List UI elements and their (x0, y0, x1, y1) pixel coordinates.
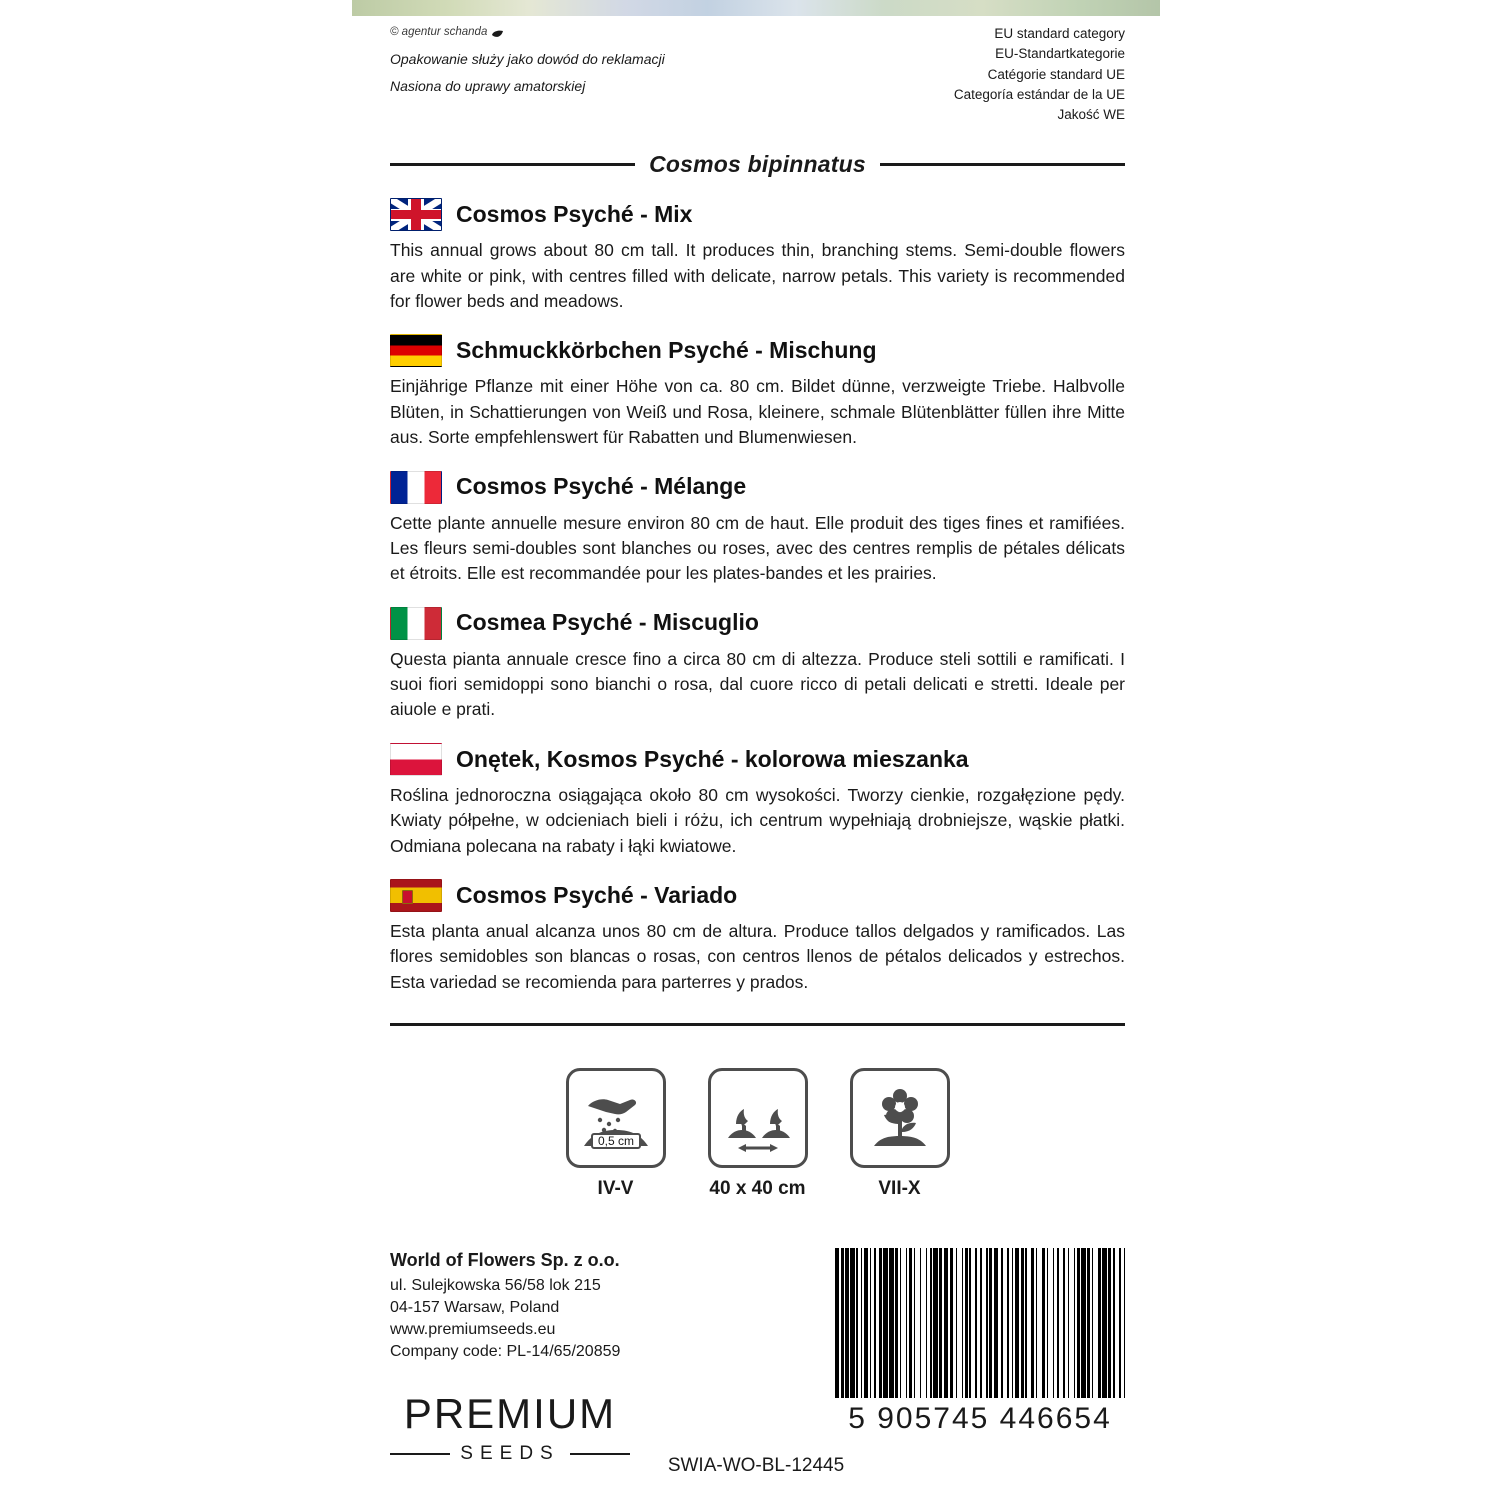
pictogram-spacing-label: 40 x 40 cm (709, 1178, 806, 1199)
footer (390, 1248, 1125, 1465)
poland-flag-icon (390, 743, 442, 776)
language-block-es (390, 879, 1125, 995)
species-rule-left (390, 163, 635, 166)
variety-title-fr: Cosmos Psyché - Mélange (456, 473, 747, 500)
variety-description-de: Einjährige Pflanze mit einer Höhe von ca. 80 cm. Bildet dünne, verzweigte Triebe. Halbvolle Blüten, in Schattierungen von Weiß und Rosa, kleinere, schmale Blütenblätter füllen ihre Mitte aus. Sorte empfehlenswert für Rabatten und Blumenwiesen. (390, 376, 1125, 448)
species-name: Cosmos bipinnatus (649, 151, 866, 178)
pictogram-row (390, 1068, 1125, 1200)
brand-name-premium: PREMIUM (403, 1390, 617, 1438)
svg-text:0,5 cm: 0,5 cm (597, 1134, 634, 1148)
eu-category-fr: Catégorie standard UE (987, 66, 1125, 82)
language-block-it (390, 607, 1125, 723)
sku-code: SWIA-WO-BL-12445 (667, 1455, 845, 1476)
eu-category-en: EU standard category (994, 26, 1125, 41)
pictogram-flowering (850, 1068, 950, 1200)
pictogram-sowing-depth (566, 1068, 666, 1200)
variety-description-es: Esta planta anual alcanza unos 80 cm de altura. Produce tallos delgados y ramificados. Las flores semidobles son blancas o rosas, con centros llenos de pétalos delicados y estrechos. Esta variedad se recomienda para parterres y prados. (390, 920, 1125, 992)
seed-packet-back (352, 0, 1160, 1512)
species-heading (390, 151, 1125, 178)
company-info (390, 1248, 630, 1363)
variety-description-fr: Cette plante annuelle mesure environ 80 cm de haut. Elle produit des tiges fines et ramifiées. Les fleurs semi-doubles sont blanches ou roses, avec des centres remplis de pétales délicats et étroits. Elle est recommandée pour les plates-bandes et les prairies. (390, 512, 1125, 584)
header-left-notes (390, 24, 665, 103)
variety-title-es: Cosmos Psyché - Variado (456, 881, 738, 908)
variety-description-en: This annual grows about 80 cm tall. It produces thin, branching stems. Semi-double flowers are white or pink, with centres filled with delicate, narrow petals. This variety is recommended for flower beds and meadows. (390, 240, 1125, 311)
company-address-line1: ul. Sulejkowska 56/58 lok 215 (390, 1276, 601, 1294)
leaf-icon (492, 28, 504, 37)
brand-name-seeds: SEEDS (460, 1443, 560, 1465)
eu-category-es: Categoría estándar de la UE (953, 86, 1125, 102)
variety-description-it: Questa pianta annuale cresce fino a circa 80 cm di altezza. Produce steli sottili e ramificati. I suoi fiori semidoppi sono bianchi o rosa, dal cuore ricco di petali delicati e stretti. Ideale per aiuole e prati. (390, 648, 1125, 720)
section-divider (390, 1023, 1125, 1026)
language-block-de (390, 334, 1125, 450)
note-amateur-cultivation: Nasiona do uprawy amatorskiej (390, 77, 586, 94)
flowering-icon (862, 1080, 938, 1156)
company-name: World of Flowers Sp. z o.o. (390, 1250, 620, 1270)
variety-title-pl: Onętek, Kosmos Psyché - kolorowa mieszanka (456, 745, 969, 772)
language-block-en (390, 198, 1125, 314)
eu-category-block (954, 24, 1125, 125)
pictogram-spacing (708, 1068, 808, 1200)
uk-flag-icon (390, 198, 442, 231)
eu-category-de: EU-Standartkategorie (995, 46, 1125, 62)
eu-category-pl: Jakość WE (1057, 107, 1125, 122)
header-meta (390, 24, 1125, 125)
sowing-depth-icon (578, 1080, 654, 1156)
variety-description-pl: Roślina jednoroczna osiągająca około 80 cm wysokości. Tworzy cienkie, rozgałęzione pędy. Kwiaty półpełne, w odcieniach bieli i różu, ich centrum wypełniają drobniejsze, wąskie płatki. Odmiana polecana na rabaty i łąki kwiatowe. (390, 784, 1125, 856)
top-photo-strip (352, 0, 1160, 16)
variety-title-it: Cosmea Psyché - Miscuglio (456, 609, 759, 636)
spacing-icon (720, 1080, 796, 1156)
note-complaint-proof: Opakowanie służy jako dowód do reklamacji (390, 50, 665, 67)
language-block-pl (390, 743, 1125, 859)
pictogram-sowing-depth-label: IV-V (597, 1178, 634, 1199)
agency-credit-text: © agentur schanda (390, 26, 488, 38)
species-rule-right (880, 163, 1125, 166)
company-address-line2: 04-157 Warsaw, Poland (390, 1298, 560, 1316)
pictogram-flowering-label: VII-X (878, 1178, 921, 1199)
agency-credit (390, 24, 665, 41)
language-block-fr (390, 471, 1125, 587)
company-code: Company code: PL-14/65/20859 (390, 1343, 621, 1361)
barcode-bars (835, 1248, 1125, 1398)
barcode-block (835, 1248, 1125, 1436)
italy-flag-icon (390, 607, 442, 640)
germany-flag-icon (390, 334, 442, 367)
france-flag-icon (390, 471, 442, 504)
barcode-number: 5 905745 446654 (848, 1402, 1112, 1435)
variety-title-en: Cosmos Psyché - Mix (456, 201, 693, 228)
variety-title-de: Schmuckkörbchen Psyché - Mischung (456, 337, 877, 364)
spain-flag-icon (390, 879, 442, 912)
company-website[interactable]: www.premiumseeds.eu (390, 1320, 556, 1338)
